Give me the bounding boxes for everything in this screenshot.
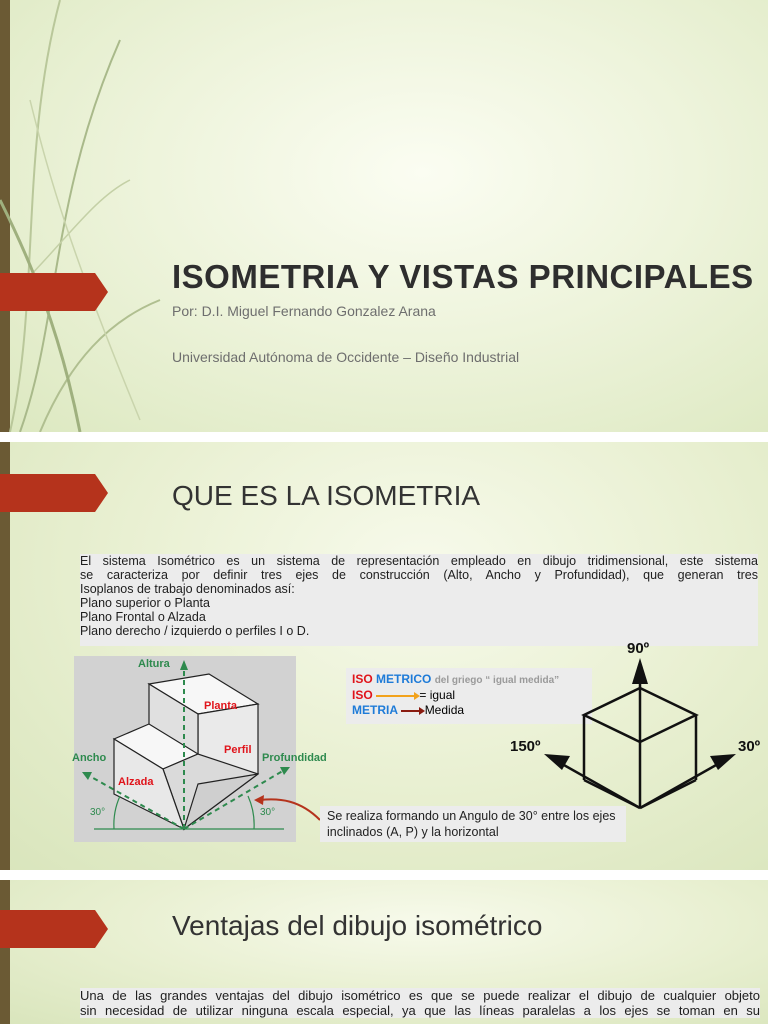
plane-list-item: Plano derecho / izquierdo o perfiles I o D.: [80, 624, 310, 638]
metrico-term: METRICO: [376, 672, 432, 686]
planta-label: Planta: [204, 700, 238, 712]
heading-accent-tab: [0, 910, 108, 948]
slide-gap: [0, 870, 768, 880]
label-90-degrees: 90º: [627, 640, 650, 657]
isometric-cube-axes-figure: [500, 640, 768, 815]
altura-label: Altura: [138, 658, 170, 670]
igual-meaning: = igual: [419, 688, 456, 702]
slide-gap: [0, 432, 768, 442]
darkred-arrow-icon: [401, 710, 421, 712]
ancho-label: Ancho: [72, 752, 107, 764]
iso-term: ISO: [352, 672, 373, 686]
plane-list-item: Plano superior o Planta: [80, 596, 210, 610]
label-30-degrees: 30º: [738, 738, 761, 755]
title-accent-tab: [0, 273, 108, 311]
angle-right-label: 30°: [260, 807, 276, 818]
profundidad-label: Profundidad: [262, 752, 327, 764]
paragraph-line: se caracteriza por definir tres ejes de construcción (Alto, Ancho y Profundidad), que generan tres: [80, 568, 758, 582]
paragraph-line: Isoplanos de trabajo denominados así:: [80, 582, 295, 596]
pointer-arrow: [250, 790, 330, 830]
plane-list-item: Plano Frontal o Alzada: [80, 610, 206, 624]
angle-note: Se realiza formando un Angulo de 30° entre los ejes inclinados (A, P) y la horizontal: [320, 806, 626, 842]
presentation-title: ISOMETRIA Y VISTAS PRINCIPALES: [172, 258, 754, 295]
paragraph-line: Una de las grandes ventajas del dibujo isométrico es que se puede realizar el dibujo de cualquier objeto: [80, 988, 760, 1003]
section-heading: Ventajas del dibujo isométrico: [172, 910, 543, 941]
label-150-degrees: 150º: [510, 738, 541, 755]
metria-term: METRIA: [352, 703, 398, 717]
angle-left-label: 30°: [90, 807, 106, 818]
isometry-definition-paragraph: [80, 554, 758, 646]
heading-accent-tab: [0, 474, 108, 512]
perfil-label: Perfil: [224, 744, 252, 756]
slide-left-bar: [0, 880, 10, 1024]
paragraph-line: El sistema Isométrico es un sistema de representación empleado en dibujo tridimensional, este sistema: [80, 554, 758, 568]
slide-1: [0, 0, 768, 432]
medida-meaning: Medida: [424, 703, 465, 717]
institution-line: Universidad Autónoma de Occidente – Diseño Industrial: [172, 349, 520, 365]
etymology-origin: del griego “ igual medida”: [434, 675, 560, 686]
alzada-label: Alzada: [118, 776, 154, 788]
orange-arrow-icon: [376, 695, 416, 697]
decorative-grass-curves: [0, 0, 200, 432]
iso-term-2: ISO: [352, 688, 373, 702]
section-heading: QUE ES LA ISOMETRIA: [172, 480, 481, 511]
advantages-paragraph: [80, 988, 760, 1018]
paragraph-line: sin necesidad de utilizar ninguna escala especial, ya que las líneas paralelas a los ejes se toman en su: [80, 1003, 760, 1018]
author-line: Por: D.I. Miguel Fernando Gonzalez Arana: [172, 303, 436, 319]
